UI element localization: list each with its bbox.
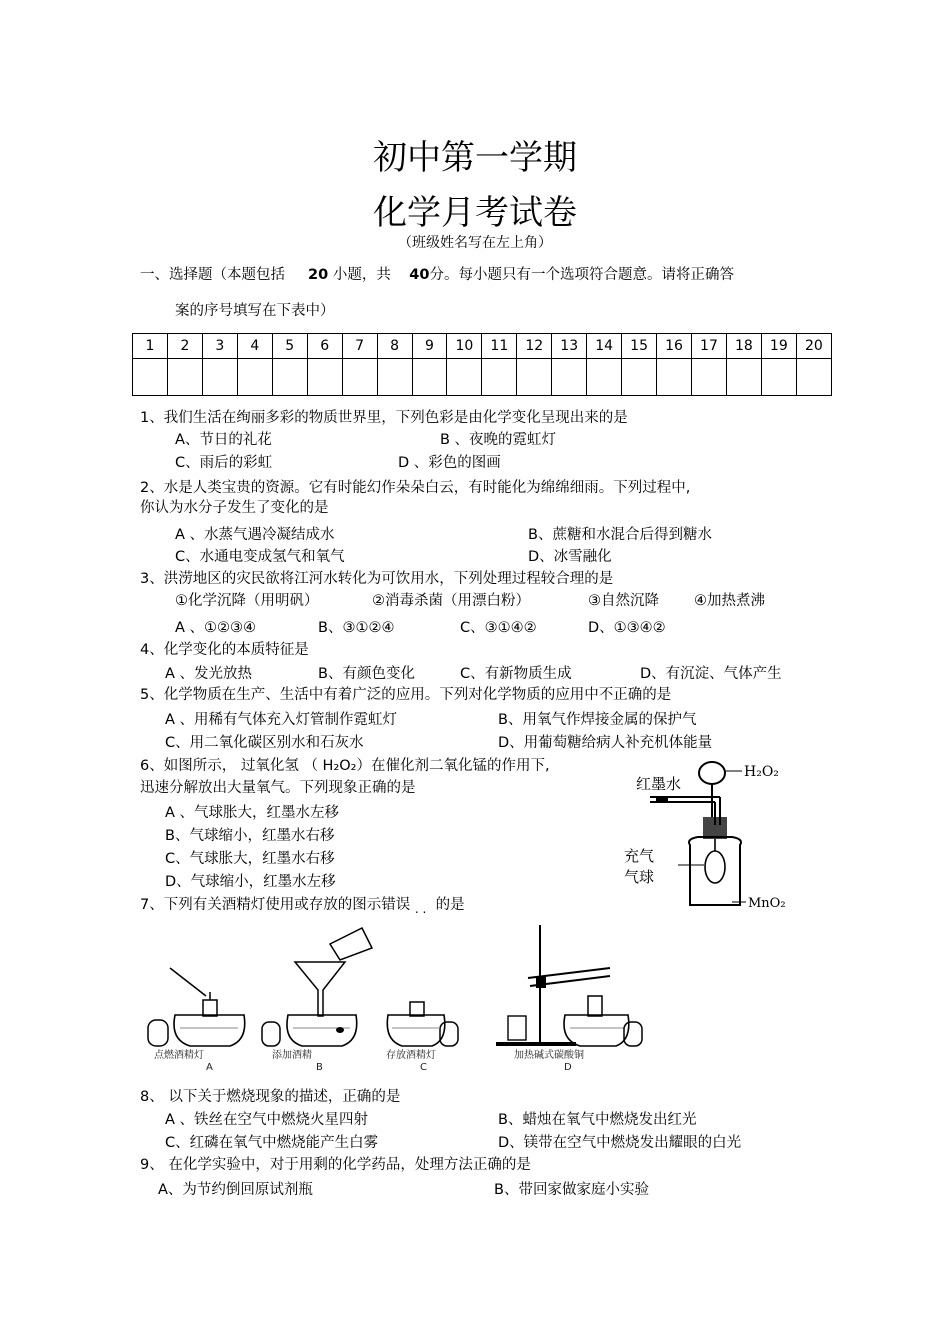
label-balloon-1: 充气 xyxy=(624,847,655,865)
figure-q6-apparatus xyxy=(620,755,800,915)
q5-option-d: D、用葡萄糖给病人补充机体能量 xyxy=(498,735,713,751)
q3-step-4: ④加热煮沸 xyxy=(694,593,765,609)
answer-cell[interactable] xyxy=(552,359,587,396)
question-6-stem: 6、如图所示， 过氧化氢 （ H₂O₂）在催化剂二氧化锰的作用下, xyxy=(140,758,550,774)
answer-table-header-cell: 13 xyxy=(552,334,587,359)
q3-option-c: C、③①④② xyxy=(460,620,537,636)
question-5-stem: 5、化学物质在生产、生活中有着广泛的应用。下列对化学物质的应用中不正确的是 xyxy=(140,687,672,703)
q6-option-c: C、气球胀大，红墨水右移 xyxy=(165,851,335,867)
question-6-stem-line2: 迅速分解放出大量氧气。下列现象正确的是 xyxy=(140,780,416,796)
answer-cell[interactable] xyxy=(447,359,482,396)
answer-cell[interactable] xyxy=(796,359,831,396)
answer-table-blank-row xyxy=(133,359,832,396)
answer-table-header-cell: 2 xyxy=(167,334,202,359)
answer-table-header xyxy=(133,334,832,359)
letter-c: C xyxy=(420,1062,427,1070)
q3-step-1: ①化学沉降（用明矾） xyxy=(175,593,319,609)
answer-cell[interactable] xyxy=(657,359,692,396)
q3-option-a: A 、①②③④ xyxy=(175,620,257,636)
answer-table-header-cell: 17 xyxy=(692,334,727,359)
q9-option-a: A、为节约倒回原试剂瓶 xyxy=(158,1182,313,1198)
q8-option-c: C、红磷在氧气中燃烧能产生白雾 xyxy=(165,1135,379,1151)
answer-cell[interactable] xyxy=(412,359,447,396)
letter-a: A xyxy=(206,1062,213,1070)
answer-table-header-cell: 1 xyxy=(133,334,168,359)
q3-option-b: B、③①②④ xyxy=(318,620,395,636)
answer-cell[interactable] xyxy=(761,359,796,396)
figure-a xyxy=(148,968,245,1070)
answer-table-header-cell: 8 xyxy=(377,334,412,359)
q2-option-b: B、蔗糖和水混合后得到糖水 xyxy=(528,527,712,543)
answer-table-header-cell: 5 xyxy=(272,334,307,359)
page-title: 初中第一学期 xyxy=(373,138,577,178)
answer-cell[interactable] xyxy=(587,359,622,396)
q6-option-b: B、气球缩小，红墨水右移 xyxy=(165,828,335,844)
caption-c: 存放酒精灯 xyxy=(386,1050,436,1061)
answer-table-header-cell: 11 xyxy=(482,334,517,359)
question-2-stem-line2: 你认为水分子发生了变化的是 xyxy=(140,500,329,516)
page-subtitle: 化学月考试卷 xyxy=(373,193,577,233)
figure-b xyxy=(262,928,372,1070)
answer-cell[interactable] xyxy=(377,359,412,396)
figure-d xyxy=(496,925,642,1070)
q3-option-d: D、①③④② xyxy=(588,620,666,636)
question-3-stem: 3、洪涝地区的灾民欲将江河水转化为可饮用水，下列处理过程较合理的是 xyxy=(140,571,614,587)
q6-option-d: D、气球缩小，红墨水左移 xyxy=(165,874,336,890)
answer-table-header-cell: 9 xyxy=(412,334,447,359)
label-mno2: MnO₂ xyxy=(748,896,786,911)
q6-option-a: A 、气球胀大，红墨水左移 xyxy=(165,805,340,821)
q9-option-b: B、带回家做家庭小实验 xyxy=(494,1182,649,1198)
answer-cell[interactable] xyxy=(726,359,761,396)
answer-cell[interactable] xyxy=(237,359,272,396)
q3-step-3: ③自然沉降 xyxy=(588,593,659,609)
q5-option-b: B、用氧气作焊接金属的保护气 xyxy=(498,712,697,728)
q1-option-b: B 、夜晚的霓虹灯 xyxy=(440,432,557,448)
q2-option-d: D、冰雪融化 xyxy=(528,549,612,565)
q2-option-a: A 、水蒸气遇冷凝结成水 xyxy=(175,527,335,543)
section-header: 一、选择题（本题包括 20 小题，共 40分。每小题只有一个选项符合题意。请将正确答 xyxy=(140,267,734,283)
letter-d: D xyxy=(564,1062,572,1070)
q8-option-a: A 、铁丝在空气中燃烧火星四射 xyxy=(165,1112,369,1128)
answer-cell[interactable] xyxy=(272,359,307,396)
answer-table-header-cell: 7 xyxy=(342,334,377,359)
q1-option-a: A、节日的礼花 xyxy=(175,432,272,448)
q3-step-2: ②消毒杀菌（用漂白粉） xyxy=(372,593,530,609)
answer-table-header-cell: 20 xyxy=(796,334,831,359)
answer-table-header-cell: 19 xyxy=(761,334,796,359)
title-note: （班级姓名写在左上角） xyxy=(398,235,552,251)
label-red-ink: 红墨水 xyxy=(636,775,682,793)
q5-option-a: A 、用稀有气体充入灯管制作霓虹灯 xyxy=(165,712,398,728)
answer-cell[interactable] xyxy=(482,359,517,396)
answer-table-header-cell: 15 xyxy=(622,334,657,359)
figure-q7-alcohol-lamps xyxy=(140,920,660,1070)
label-balloon-2: 气球 xyxy=(624,868,655,886)
answer-cell[interactable] xyxy=(622,359,657,396)
section-header-line2: 案的序号填写在下表中） xyxy=(175,303,335,319)
question-4-stem: 4、化学变化的本质特征是 xyxy=(140,642,309,658)
question-9-stem: 9、 在化学实验中，对于用剩的化学药品，处理方法正确的是 xyxy=(140,1157,531,1173)
answer-cell[interactable] xyxy=(202,359,237,396)
q4-option-a: A 、发光放热 xyxy=(165,666,253,682)
q5-option-c: C、用二氧化碳区别水和石灰水 xyxy=(165,735,364,751)
q4-option-d: D、有沉淀、气体产生 xyxy=(640,666,782,682)
caption-d: 加热碱式碳酸铜 xyxy=(514,1050,584,1061)
q1-option-d: D 、彩色的图画 xyxy=(398,455,501,471)
question-7-stem: 7、下列有关酒精灯使用或存放的图示错误 $_{. .}$ 的是 xyxy=(140,897,465,916)
q1-option-c: C、雨后的彩虹 xyxy=(175,455,273,471)
answer-table-header-cell: 10 xyxy=(447,334,482,359)
answer-cell[interactable] xyxy=(517,359,552,396)
q4-option-b: B、有颜色变化 xyxy=(318,666,415,682)
q8-option-d: D、镁带在空气中燃烧发出耀眼的白光 xyxy=(498,1135,742,1151)
figure-c xyxy=(386,1002,458,1070)
answer-cell[interactable] xyxy=(167,359,202,396)
question-2-stem: 2、水是人类宝贵的资源。它有时能幻作朵朵白云，有时能化为绵绵细雨。下列过程中, xyxy=(140,480,691,496)
answer-cell[interactable] xyxy=(307,359,342,396)
answer-cell[interactable] xyxy=(133,359,168,396)
answer-cell[interactable] xyxy=(342,359,377,396)
answer-table-header-cell: 6 xyxy=(307,334,342,359)
q2-option-c: C、水通电变成氢气和氧气 xyxy=(175,549,345,565)
letter-b: B xyxy=(316,1062,323,1070)
q8-option-b: B、蜡烛在氧气中燃烧发出红光 xyxy=(498,1112,697,1128)
answer-table-header-cell: 18 xyxy=(726,334,761,359)
caption-b: 添加酒精 xyxy=(272,1050,312,1061)
q4-option-c: C、有新物质生成 xyxy=(460,666,572,682)
answer-table-header-cell: 16 xyxy=(657,334,692,359)
question-1-stem: 1、我们生活在绚丽多彩的物质世界里，下列色彩是由化学变化呈现出来的是 xyxy=(140,410,628,426)
answer-table-header-cell: 3 xyxy=(202,334,237,359)
question-8-stem: 8、 以下关于燃烧现象的描述，正确的是 xyxy=(140,1089,401,1105)
answer-cell[interactable] xyxy=(692,359,727,396)
answer-table-header-cell: 12 xyxy=(517,334,552,359)
label-h2o2: H₂O₂ xyxy=(744,764,779,780)
answer-table-header-cell: 4 xyxy=(237,334,272,359)
caption-a: 点燃酒精灯 xyxy=(154,1050,204,1061)
answer-table-header-cell: 14 xyxy=(587,334,622,359)
answer-table xyxy=(132,333,832,396)
